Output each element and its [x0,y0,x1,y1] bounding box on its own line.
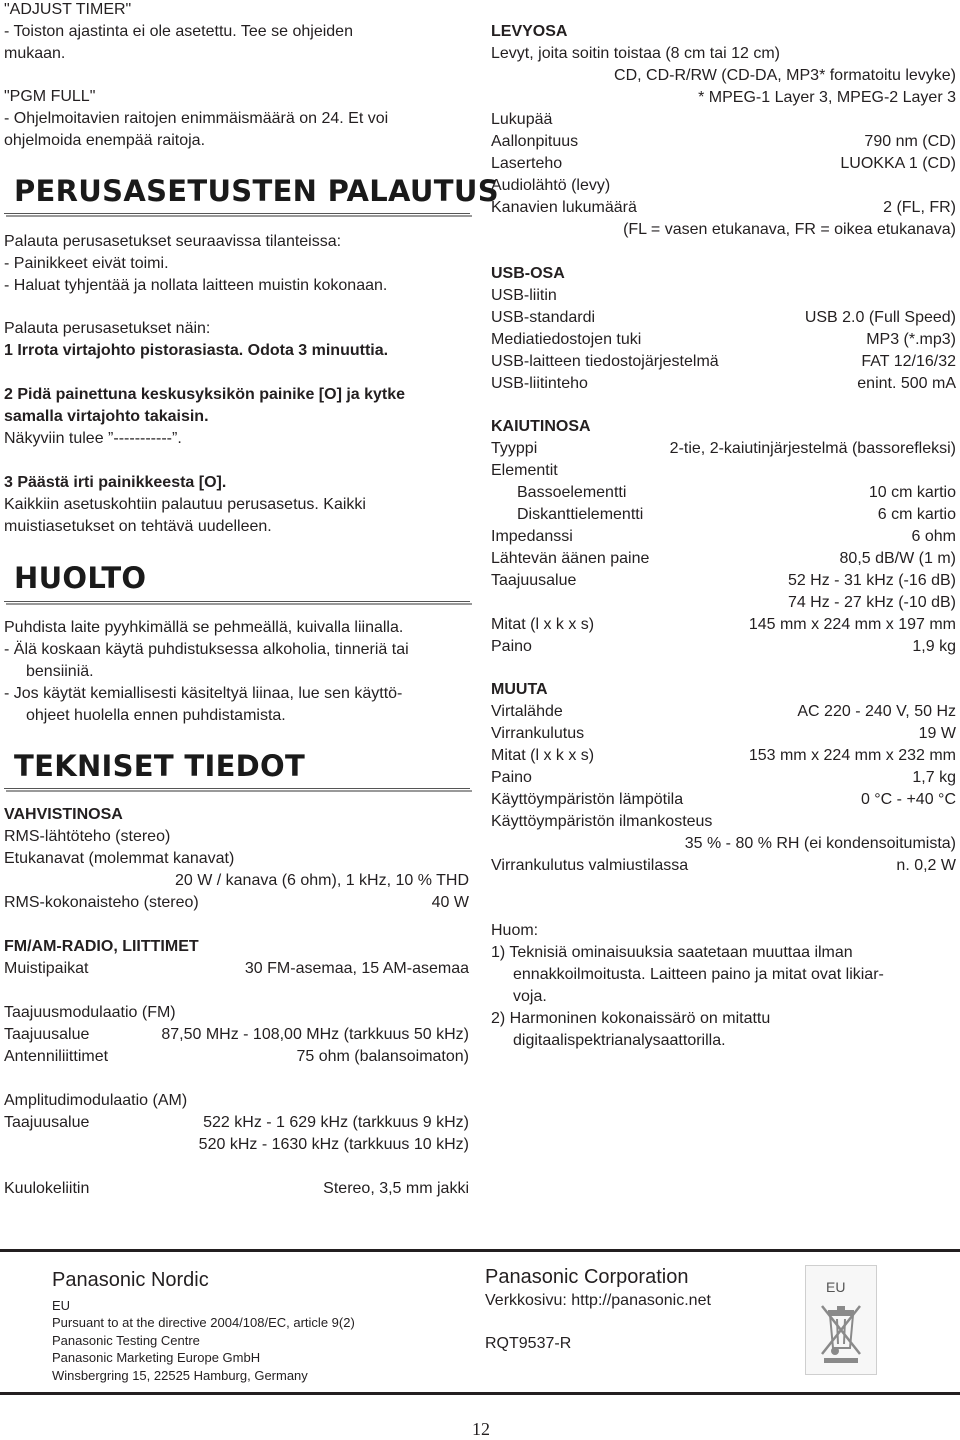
pgm-full-title: "PGM FULL" [4,88,96,105]
note-1-cont-2: voja. [513,988,547,1005]
adjust-timer-title: "ADJUST TIMER" [4,1,132,18]
channels-value: 2 (FL, FR) [883,199,956,216]
speaker-weight-label: Paino [491,638,532,655]
type-label: Tyyppi [491,440,538,457]
bass-value: 10 cm kartio [868,484,956,501]
amp-front: Etukanavat (molemmat kanavat) [4,850,235,867]
wavelength-label: Aallonpituus [491,133,579,150]
service-text: Puhdista laite pyyhkimällä se pehmeällä, kuivalla liinalla. [4,619,404,636]
temperature-value: 0 °C - +40 °C [860,791,956,808]
temperature-label: Käyttöympäristön lämpötila [491,791,684,808]
note-2: 2) Harmoninen kokonaissärö on mitattu [491,1010,771,1027]
dimensions-value: 153 mm x 224 mm x 232 mm [748,747,956,764]
weee-box [805,1265,877,1375]
speaker-dim-value: 145 mm x 224 mm x 197 mm [748,616,956,633]
tweeter-label: Diskanttielementti [517,506,644,523]
amp-front-value: 20 W / kanava (6 ohm), 1 kHz, 10 % THD [174,872,469,889]
impedance-value: 6 ohm [911,528,956,545]
tweeter-value: 6 cm kartio [877,506,956,523]
humidity-label: Käyttöympäristön ilmankosteus [491,813,713,830]
usb-std-value: USB 2.0 (Full Speed) [804,309,956,326]
wavelength-value: 790 nm (CD) [864,133,956,150]
reset-intro-item: - Painikkeet eivät toimi. [4,255,169,272]
disc-heading: LEVYOSA [491,23,568,40]
laser-label: Laserteho [491,155,563,172]
page-number: 12 [472,1419,490,1439]
adjust-timer-text-2: mukaan. [4,45,66,62]
weee-label: EU [826,1279,846,1295]
antenna-label: Antenniliittimet [4,1048,109,1065]
freq-value: 52 Hz - 31 kHz (-16 dB) [787,572,956,589]
fs-label: USB-laitteen tiedostojärjestelmä [491,353,719,370]
disc-playable: Levyt, joita soitin toistaa (8 cm tai 12 cm) [491,45,780,62]
nordic-line: Winsbergring 15, 22525 Hamburg, Germany [52,1368,308,1383]
speaker-heading: KAIUTINOSA [491,418,591,435]
pgm-full-text: - Ohjelmoitavien raitojen enimmäismäärä on 24. Et voi [4,110,389,127]
headphone-value: Stereo, 3,5 mm jakki [323,1180,469,1197]
spl-label: Lähtevän äänen paine [491,550,650,567]
speaker-dim-label: Mitat (l x k x s) [491,616,595,633]
model-code: RQT9537-R [485,1335,572,1352]
radio-heading: FM/AM-RADIO, LIITTIMET [4,938,199,955]
reset-step-3-note-2: muistiasetukset on tehtävä uudelleen. [4,518,272,535]
corp-title: Panasonic Corporation [485,1266,689,1288]
amp-total-label: RMS-kokonaisteho (stereo) [4,894,199,911]
note-1-cont: ennakkoilmoitusta. Laitteen paino ja mitat ovat likiar- [513,966,884,983]
service-item: - Jos käytät kemiallisesti käsiteltyä liinaa, lue sen käyttö- [4,685,403,702]
standby-label: Virrankulutus valmiustilassa [491,857,689,874]
service-heading-shadow [6,603,472,605]
power-consumption-label: Virrankulutus [491,725,585,742]
channels-note: (FL = vasen etukanava, FR = oikea etukanava) [623,221,956,238]
headphone-label: Kuulokeliitin [4,1180,90,1197]
reset-step-2-cont: samalla virtajohto takaisin. [4,408,209,425]
reset-heading-shadow [6,215,472,217]
antenna-value: 75 ohm (balansoimaton) [296,1048,469,1065]
type-value: 2-tie, 2-kaiutinjärjestelmä (bassorefleksi) [669,440,956,457]
impedance-label: Impedanssi [491,528,573,545]
service-heading-underline [4,601,470,602]
humidity-value: 35 % - 80 % RH (ei kondensoitumista) [684,835,956,852]
pickup-label: Lukupää [491,111,553,128]
freq-label: Taajuusalue [491,572,577,589]
power-source-label: Virtalähde [491,703,563,720]
am-freq-value: 522 kHz - 1 629 kHz (tarkkuus 9 kHz) [203,1114,469,1131]
presets-value: 30 FM-asemaa, 15 AM-asemaa [244,960,469,977]
amp-rms-stereo: RMS-lähtöteho (stereo) [4,828,171,845]
presets-label: Muistipaikat [4,960,89,977]
nordic-title: Panasonic Nordic [52,1269,209,1291]
reset-heading: PERUSASETUSTEN PALAUTUS [14,174,499,208]
fs-value: FAT 12/16/32 [861,353,956,370]
reset-intro-item: - Haluat tyhjentää ja nollata laitteen muistin kokonaan. [4,277,388,294]
spl-value: 80,5 dB/W (1 m) [839,550,956,567]
service-item-cont: bensiiniä. [26,663,94,680]
reset-heading-underline [4,213,470,214]
power-source-value: AC 220 - 240 V, 50 Hz [797,703,956,720]
nordic-line: Panasonic Marketing Europe GmbH [52,1350,261,1365]
audio-out-label: Audiolähtö (levy) [491,177,611,194]
media-label: Mediatiedostojen tuki [491,331,642,348]
elements-label: Elementit [491,462,558,479]
crossed-out-wheelie-bin-icon [806,1294,876,1374]
standby-value: n. 0,2 W [896,857,956,874]
reset-step-2: 2 Pidä painettuna keskusyksikön painike [O] ja kytke [4,386,406,403]
disc-formats: CD, CD-R/RW (CD-DA, MP3* formatoitu levyke) [614,67,956,84]
usb-power-label: USB-liitinteho [491,375,588,392]
nordic-line: Pursuant to at the directive 2004/108/EC, article 9(2) [52,1315,355,1330]
laser-value: LUOKKA 1 (CD) [840,155,956,172]
reset-step-3: 3 Päästä irti painikkeesta [O]. [4,474,227,491]
fm-freq-value: 87,50 MHz - 108,00 MHz (tarkkuus 50 kHz) [161,1026,469,1043]
reset-step-2-note: Näkyviin tulee ”-----------”. [4,430,182,447]
speaker-weight-value: 1,9 kg [912,638,956,655]
am-freq-value-2: 520 kHz - 1630 kHz (tarkkuus 10 kHz) [198,1136,469,1153]
weight-label: Paino [491,769,532,786]
usb-heading: USB-OSA [491,265,565,282]
am-heading: Amplitudimodulaatio (AM) [4,1092,188,1109]
tech-heading: TEKNISET TIEDOT [14,749,306,783]
bass-label: Bassoelementti [517,484,627,501]
footer-top-rule [0,1249,960,1252]
fm-freq-label: Taajuusalue [4,1026,90,1043]
service-item-cont: ohjeet huolella ennen puhdistamista. [26,707,286,724]
pgm-full-text-2: ohjelmoida enempää raitoja. [4,132,206,149]
reset-step-3-note: Kaikkiin asetuskohtiin palautuu perusasetus. Kaikki [4,496,366,513]
adjust-timer-text: - Toiston ajastinta ei ole asetettu. Tee se ohjeiden [4,23,353,40]
amp-total-value: 40 W [431,894,469,911]
reset-intro: Palauta perusasetukset seuraavissa tilanteissa: [4,233,342,250]
weight-value: 1,7 kg [912,769,956,786]
reset-how: Palauta perusasetukset näin: [4,320,211,337]
corp-website: Verkkosivu: http://panasonic.net [485,1292,711,1309]
media-value: MP3 (*.mp3) [866,331,956,348]
misc-heading: MUUTA [491,681,548,698]
note-2-cont: digitaalispektrianalysaattorilla. [513,1032,726,1049]
nordic-line: Panasonic Testing Centre [52,1333,200,1348]
note-1: 1) Teknisiä ominaisuuksia saatetaan muuttaa ilman [491,944,853,961]
freq-value-2: 74 Hz - 27 kHz (-10 dB) [787,594,956,611]
note-heading: Huom: [491,922,539,939]
amp-heading: VAHVISTINOSA [4,806,123,823]
footer-bottom-rule [0,1392,960,1395]
fm-heading: Taajuusmodulaatio (FM) [4,1004,176,1021]
am-freq-label: Taajuusalue [4,1114,90,1131]
usb-std-label: USB-standardi [491,309,596,326]
service-item: - Älä koskaan käytä puhdistuksessa alkoholia, tinneriä tai [4,641,409,658]
tech-heading-shadow [6,790,472,792]
channels-label: Kanavien lukumäärä [491,199,637,216]
tech-heading-underline [4,788,470,789]
nordic-line: EU [52,1298,71,1313]
service-heading: HUOLTO [14,561,147,595]
usb-power-value: enint. 500 mA [857,375,956,392]
usb-port-label: USB-liitin [491,287,557,304]
reset-step-1: 1 Irrota virtajohto pistorasiasta. Odota 3 minuuttia. [4,342,389,359]
power-consumption-value: 19 W [918,725,956,742]
disc-formats-note: * MPEG-1 Layer 3, MPEG-2 Layer 3 [698,89,956,106]
dimensions-label: Mitat (l x k x s) [491,747,595,764]
